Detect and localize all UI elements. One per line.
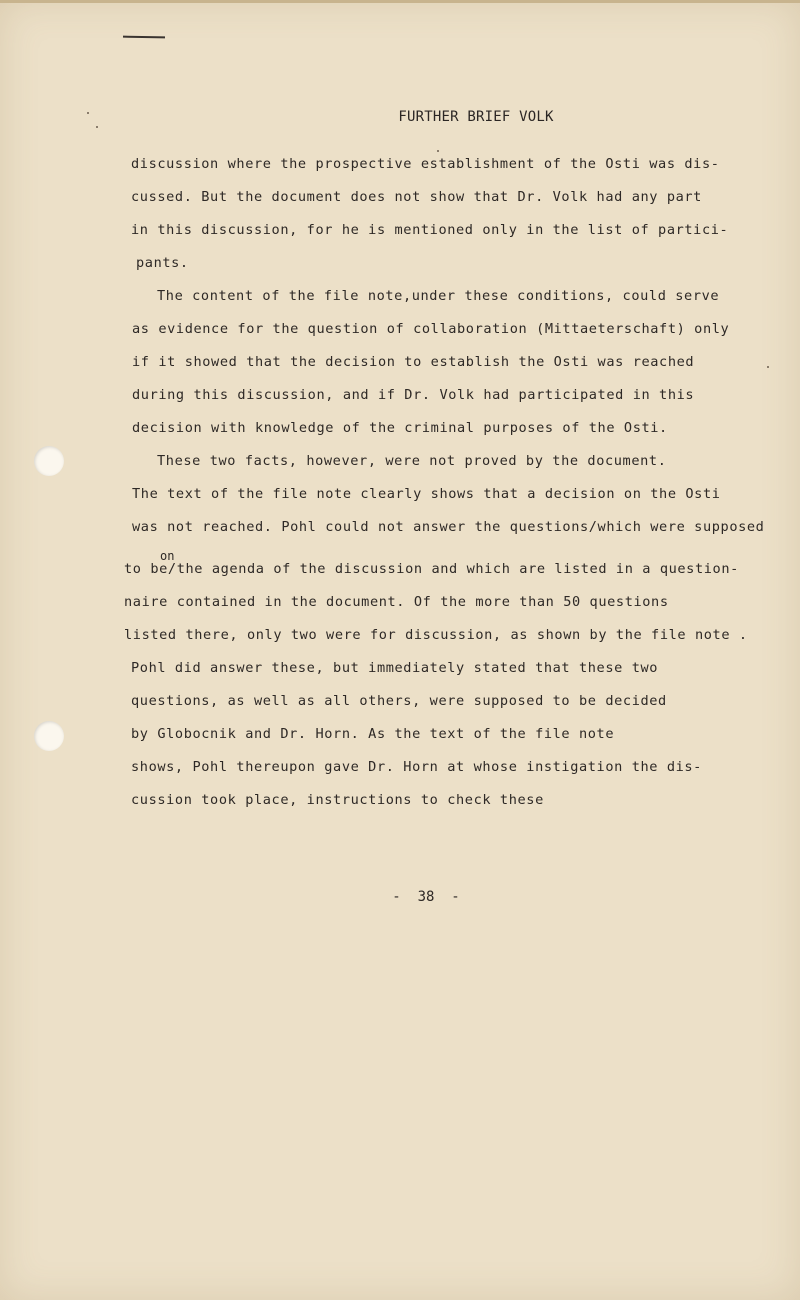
text-line: questions, as well as all others, were supposed to be decided xyxy=(131,693,667,709)
paper-speck xyxy=(767,366,769,368)
text-line: listed there, only two were for discussion, as shown by the file note . xyxy=(124,627,748,643)
text-line: The text of the file note clearly shows that a decision on the Osti xyxy=(132,486,721,502)
text-line: Pohl did answer these, but immediately stated that these two xyxy=(131,660,659,676)
text-line: by Globocnik and Dr. Horn. As the text of the file note xyxy=(131,726,615,742)
punch-hole-top xyxy=(34,446,64,476)
text-line: cussion took place, instructions to check these xyxy=(131,792,544,808)
punch-hole-bottom xyxy=(34,721,64,751)
text-line: naire contained in the document. Of the more than 50 questions xyxy=(124,594,669,610)
paper-speck xyxy=(437,150,439,152)
text-line: during this discussion, and if Dr. Volk had participated in this xyxy=(132,387,695,403)
text-line: shows, Pohl thereupon gave Dr. Horn at whose instigation the dis- xyxy=(131,759,702,775)
paper-top-edge xyxy=(0,0,800,3)
text-line: in this discussion, for he is mentioned only in the list of partici- xyxy=(131,222,729,238)
text-line: decision with knowledge of the criminal purposes of the Osti. xyxy=(132,420,668,436)
document-title: FURTHER BRIEF VOLK xyxy=(398,109,554,125)
text-line: if it showed that the decision to establish the Osti was reached xyxy=(132,354,695,370)
text-line: to be/the agenda of the discussion and which are listed in a question- xyxy=(124,561,739,577)
page-number: - 38 - xyxy=(392,889,460,905)
paper-speck xyxy=(96,126,98,128)
pen-mark xyxy=(123,36,165,39)
text-line: cussed. But the document does not show that Dr. Volk had any part xyxy=(131,189,702,205)
text-line: pants. xyxy=(136,255,189,271)
text-line: was not reached. Pohl could not answer the questions/which were supposed xyxy=(132,519,765,535)
text-line: These two facts, however, were not proved by the document. xyxy=(157,453,667,469)
text-line: The content of the file note,under these conditions, could serve xyxy=(157,288,720,304)
text-line: discussion where the prospective establishment of the Osti was dis- xyxy=(131,156,720,172)
interlinear-insert: on xyxy=(160,549,175,563)
text-line: as evidence for the question of collaboration (Mittaeterschaft) only xyxy=(132,321,730,337)
